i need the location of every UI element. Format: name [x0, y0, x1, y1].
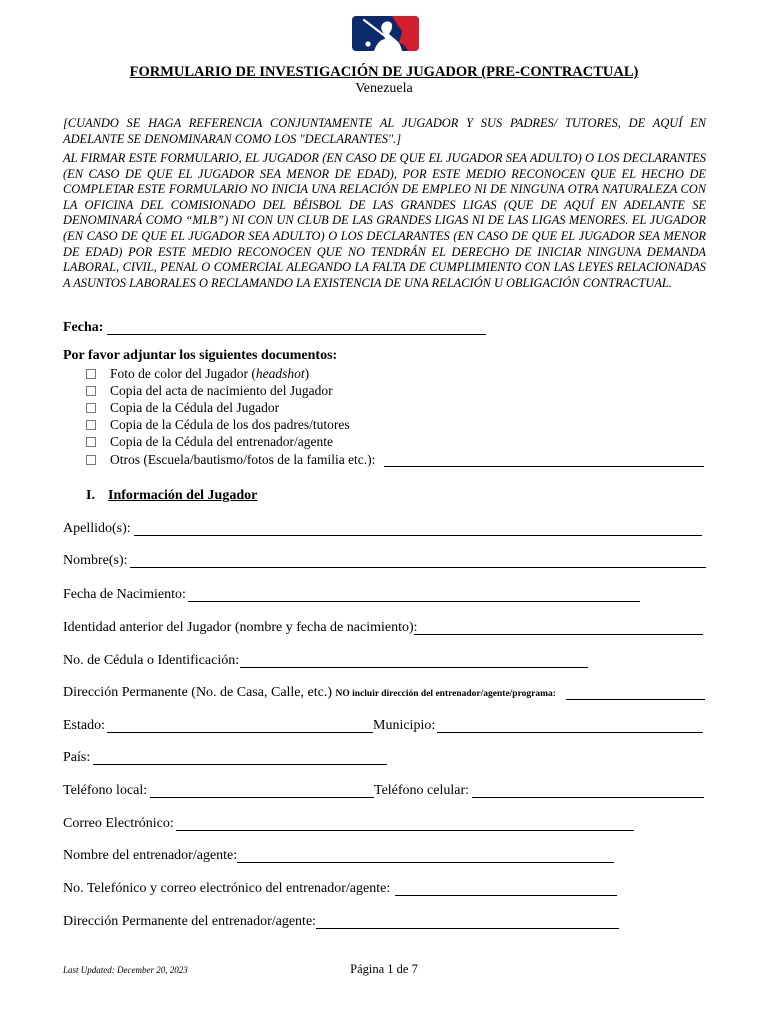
checkbox[interactable]	[86, 369, 96, 379]
document-item: Copia del acta de nacimiento del Jugador	[86, 383, 333, 399]
documents-title: Por favor adjuntar los siguientes documentos:	[63, 348, 338, 363]
page-number: Página 1 de 7	[350, 962, 418, 976]
intro-paragraph-1: [CUANDO SE HAGA REFERENCIA CONJUNTAMENTE AL JUGADOR Y SUS PADRES/ TUTORES, DE AQUÍ EN ADELANTE SE DENOMINARAN COMO LOS "DECLARANTES".]	[63, 116, 706, 146]
apellidos-label: Apellido(s):	[63, 521, 131, 536]
document-item: Foto de color del Jugador (headshot)	[86, 366, 309, 382]
pais-field-line[interactable]	[93, 764, 387, 765]
mlb-logo-icon	[352, 16, 419, 51]
estado-field-line[interactable]	[107, 732, 373, 733]
telefono-local-field-line[interactable]	[150, 797, 374, 798]
entrenador-direccion-field-line[interactable]	[316, 928, 619, 929]
entrenador-nombre-label: Nombre del entrenador/agente:	[63, 848, 238, 863]
checkbox[interactable]	[86, 455, 96, 465]
direccion-field-line[interactable]	[566, 699, 705, 700]
document-item: Copia de la Cédula del entrenador/agente	[86, 434, 333, 450]
telefono-celular-field-line[interactable]	[472, 797, 704, 798]
otros-field-line[interactable]	[384, 466, 704, 467]
fecha-label: Fecha:	[63, 320, 104, 335]
fecha-nacimiento-label: Fecha de Nacimiento:	[63, 587, 186, 602]
direccion-note: NO incluir dirección del entrenador/agente/programa	[335, 689, 553, 699]
cedula-label: No. de Cédula o Identificación:	[63, 653, 240, 668]
section-title: Información del Jugador	[108, 488, 258, 503]
apellidos-field-line[interactable]	[134, 535, 702, 536]
direccion-label: Dirección Permanente (No. de Casa, Calle, etc.) NO incluir dirección del entrenador/agente/programa:	[63, 685, 556, 700]
telefono-local-label: Teléfono local:	[63, 783, 148, 798]
correo-field-line[interactable]	[176, 830, 634, 831]
fecha-nacimiento-field-line[interactable]	[188, 601, 640, 602]
section-heading	[86, 488, 257, 504]
nombres-label: Nombre(s):	[63, 553, 128, 568]
checkbox[interactable]	[86, 437, 96, 447]
checkbox[interactable]	[86, 386, 96, 396]
estado-label: Estado:	[63, 718, 105, 733]
entrenador-direccion-label: Dirección Permanente del entrenador/agente:	[63, 914, 317, 929]
document-item: Otros (Escuela/bautismo/fotos de la familia etc.):	[86, 452, 375, 468]
telefono-celular-label: Teléfono celular:	[374, 783, 470, 798]
identidad-anterior-label: Identidad anterior del Jugador (nombre y fecha de nacimiento):	[63, 620, 418, 635]
checkbox[interactable]	[86, 420, 96, 430]
form-title: FORMULARIO DE INVESTIGACIÓN DE JUGADOR (PRE-CONTRACTUAL)	[129, 64, 639, 80]
entrenador-telefono-field-line[interactable]	[395, 895, 617, 896]
entrenador-telefono-label: No. Telefónico y correo electrónico del entrenador/agente:	[63, 881, 391, 896]
checkbox[interactable]	[86, 403, 96, 413]
identidad-anterior-field-line[interactable]	[414, 634, 703, 635]
entrenador-nombre-field-line[interactable]	[237, 862, 614, 863]
last-updated: Last Updated: December 20, 2023	[63, 965, 188, 975]
municipio-label: Municipio:	[373, 718, 436, 733]
pais-label: País:	[63, 750, 91, 765]
correo-label: Correo Electrónico:	[63, 816, 174, 831]
document-item: Copia de la Cédula de los dos padres/tutores	[86, 417, 350, 433]
cedula-field-line[interactable]	[240, 667, 588, 668]
municipio-field-line[interactable]	[437, 732, 703, 733]
section-number: I.	[86, 488, 95, 503]
nombres-field-line[interactable]	[130, 567, 706, 568]
intro-paragraph-2: AL FIRMAR ESTE FORMULARIO, EL JUGADOR (EN CASO DE QUE EL JUGADOR SEA ADULTO) O LOS DECLARANTES (EN CASO DE QUE EL JUGADOR SEA MENOR DE EDAD), POR ESTE MEDIO RECONOCEN QUE EL HECHO DE COMPLETAR ESTE FORMULARIO NO INICIA UNA RELACIÓN DE EMPLEO NI DE NINGUNA OTRA NATURALEZA CON LA OFICINA DEL COMISIONADO DEL BÉISBOL DE LAS GRANDES LIGAS (QUE DE AQUÍ EN ADELANTE SE DENOMINARÁ COMO “MLB”) NI CON UN CLUB DE LAS GRANDES LIGAS NI DE LAS LIGAS MENORES. EL JUGADOR (EN CASO DE QUE EL JUGADOR SEA ADULTO) O LOS DECLARANTES (EN CASO DE QUE EL JUGADOR SEA MENOR DE EDAD) POR ESTE MEDIO RECONOCEN QUE NO TENDRÁN EL DERECHO DE INICIAR NINGUNA DEMANDA LABORAL, CIVIL, PENAL O COMERCIAL ALEGANDO LA FALTA DE CUMPLIMIENTO CON LAS LEYES RELACIONADAS A ASUNTOS LABORALES O RECLAMANDO LA EXISTENCIA DE UNA RELACIÓN U OBLIGACIÓN CONTRACTUAL.	[63, 151, 706, 290]
document-item: Copia de la Cédula del Jugador	[86, 400, 279, 416]
form-subtitle: Venezuela	[355, 81, 413, 96]
fecha-field-line[interactable]	[107, 334, 486, 335]
